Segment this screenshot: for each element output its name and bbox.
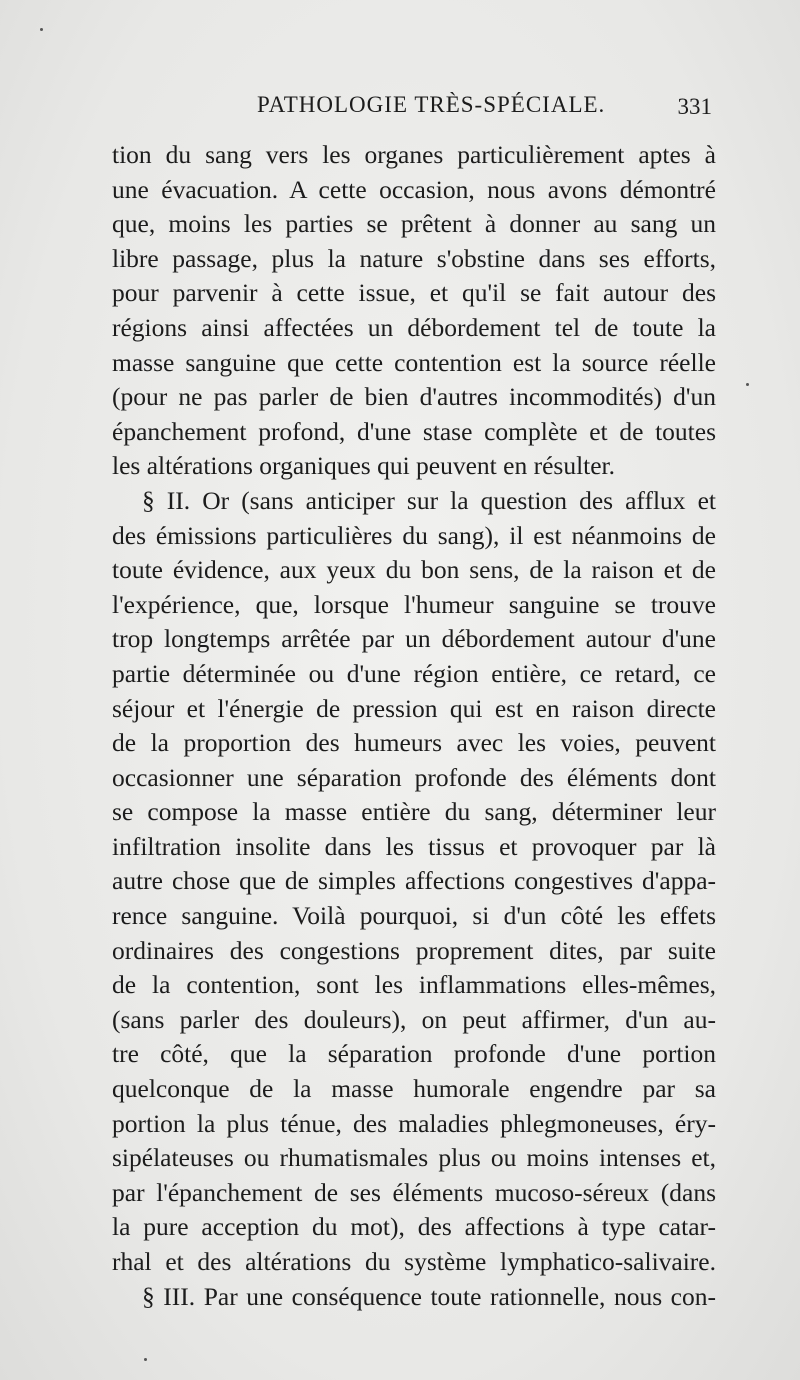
text-line: trop longtemps arrêtée par un débordement autour d'une: [112, 624, 716, 654]
text-line: épanchement profond, d'une stase complète et de toutes: [112, 416, 716, 446]
text-line: tre côté, que la séparation profonde d'une portion: [112, 1039, 716, 1069]
text-line: ordinaires des congestions proprement dites, par suite: [112, 935, 716, 965]
text-line: de la proportion des humeurs avec les voies, peuvent: [112, 728, 716, 758]
paper-speck: [746, 383, 749, 386]
text-line-section-3: § III. Par une conséquence toute rationnelle, nous con-: [142, 1281, 716, 1311]
text-line: autre chose que de simples affections congestives d'appa-: [112, 866, 716, 896]
page-number: 331: [677, 94, 712, 119]
text-line: toute évidence, aux yeux du bon sens, de la raison et de: [112, 555, 716, 585]
text-line: se compose la masse entière du sang, déterminer leur: [112, 797, 716, 827]
text-line: rhal et des altérations du système lymphatico-salivaire.: [112, 1247, 716, 1276]
text-line: masse sanguine que cette contention est la source réelle: [112, 347, 716, 377]
text-line: par l'épanchement de ses éléments mucoso-séreux (dans: [112, 1177, 716, 1207]
text-line-section-2: § II. Or (sans anticiper sur la question des afflux et: [142, 485, 716, 515]
text-line: partie déterminée ou d'une région entière, ce retard, ce: [112, 658, 716, 688]
text-line: séjour et l'énergie de pression qui est en raison directe: [112, 693, 716, 723]
text-line: les altérations organiques qui peuvent en résulter.: [112, 451, 616, 481]
body-text: [112, 138, 716, 1314]
text-line: de la contention, sont les inflammations elles-mêmes,: [112, 970, 716, 1000]
text-line: une évacuation. A cette occasion, nous avons démontré: [112, 174, 716, 204]
text-line: des émissions particulières du sang), il est néanmoins de: [112, 520, 716, 550]
text-line: (pour ne pas parler de bien d'autres incommodités) d'un: [112, 382, 716, 412]
paper-speck: [144, 1358, 147, 1361]
text-line: que, moins les parties se prêtent à donner au sang un: [112, 209, 716, 239]
text-line: rence sanguine. Voilà pourquoi, si d'un côté les effets: [112, 901, 716, 931]
running-title: PATHOLOGIE TRÈS-SPÉCIALE.: [257, 92, 606, 117]
text-line: la pure acception du mot), des affections à type catar-: [112, 1212, 716, 1242]
text-line: pour parvenir à cette issue, et qu'il se fait autour des: [112, 278, 716, 308]
text-line: (sans parler des douleurs), on peut affirmer, d'un au-: [112, 1004, 716, 1034]
text-line: portion la plus ténue, des maladies phlegmoneuses, éry-: [112, 1108, 716, 1138]
text-line: occasionner une séparation profonde des éléments dont: [112, 762, 716, 792]
text-line: régions ainsi affectées un débordement tel de toute la: [112, 312, 716, 342]
page-header: [112, 92, 712, 132]
text-line: sipélateuses ou rhumatismales plus ou moins intenses et,: [112, 1143, 716, 1173]
text-line: libre passage, plus la nature s'obstine dans ses efforts,: [112, 243, 716, 273]
text-line: tion du sang vers les organes particulièrement aptes à: [112, 140, 716, 169]
text-line: infiltration insolite dans les tissus et provoquer par là: [112, 831, 716, 861]
text-line: quelconque de la masse humorale engendre par sa: [112, 1074, 716, 1104]
paper-speck: [40, 28, 43, 31]
text-line: l'expérience, que, lorsque l'humeur sanguine se trouve: [112, 589, 716, 619]
